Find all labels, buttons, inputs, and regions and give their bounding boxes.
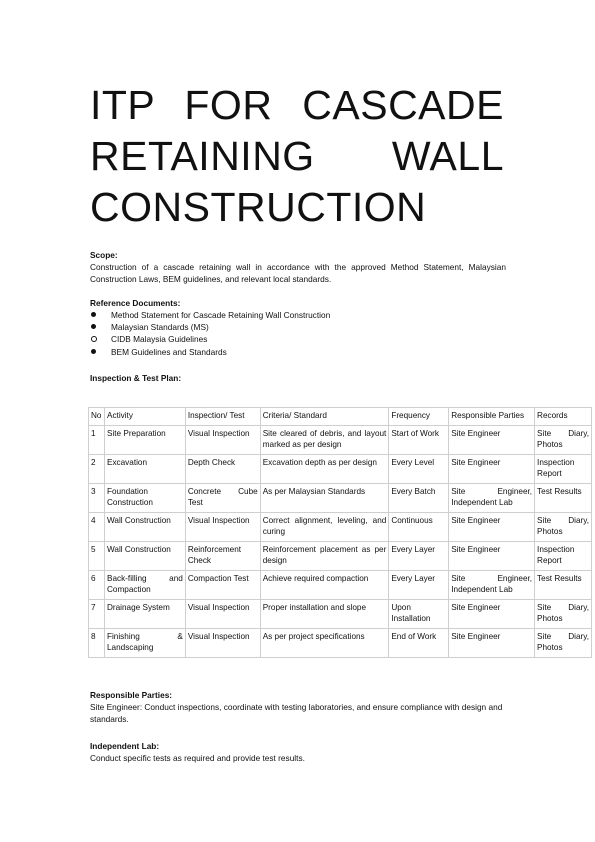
table-cell: Reinforcement Check <box>185 541 260 570</box>
table-cell: End of Work <box>389 628 449 657</box>
table-cell: Compaction Test <box>185 570 260 599</box>
lab-section <box>90 740 506 764</box>
table-cell: 7 <box>89 599 105 628</box>
table-cell: 3 <box>89 483 105 512</box>
table-row <box>89 483 592 512</box>
table-cell: Test Results <box>535 570 592 599</box>
table-cell: As per Malaysian Standards <box>260 483 389 512</box>
table-cell: Site Diary, Photos <box>535 599 592 628</box>
table-cell: Back-filling and Compaction <box>104 570 185 599</box>
table-cell: Visual Inspection <box>185 512 260 541</box>
table-row <box>89 570 592 599</box>
table-cell: Inspection Report <box>535 541 592 570</box>
table-cell: Excavation <box>104 454 185 483</box>
table-cell: Continuous <box>389 512 449 541</box>
table-cell: Wall Construction <box>104 541 185 570</box>
scope-heading: Scope: <box>90 250 118 260</box>
table-cell: Drainage System <box>104 599 185 628</box>
table-cell: Site Diary, Photos <box>535 628 592 657</box>
lab-text: Conduct specific tests as required and provide test results. <box>90 753 305 763</box>
reference-item: BEM Guidelines and Standards <box>90 346 506 358</box>
table-cell: As per project specifications <box>260 628 389 657</box>
table-cell: Foundation Construction <box>104 483 185 512</box>
itp-table <box>88 407 592 658</box>
table-cell: Site Engineer <box>449 512 535 541</box>
table-cell: Achieve required compaction <box>260 570 389 599</box>
responsible-text: Site Engineer: Conduct inspections, coordinate with testing laboratories, and ensure compliance with design and standards. <box>90 702 503 724</box>
title-line-2: RETAINING WALL <box>90 133 504 179</box>
table-cell: Site cleared of debris, and layout marked as per design <box>260 425 389 454</box>
table-cell: Site Diary, Photos <box>535 425 592 454</box>
table-cell: Wall Construction <box>104 512 185 541</box>
table-cell: Visual Inspection <box>185 599 260 628</box>
references-heading: Reference Documents: <box>90 298 181 308</box>
table-cell: 4 <box>89 512 105 541</box>
table-cell: Correct alignment, leveling, and curing <box>260 512 389 541</box>
table-row <box>89 541 592 570</box>
column-header: No <box>89 408 105 426</box>
scope-section <box>90 249 506 285</box>
responsible-section <box>90 689 506 725</box>
table-cell: 8 <box>89 628 105 657</box>
column-header: Frequency <box>389 408 449 426</box>
references-section <box>90 297 506 358</box>
table-cell: Site Engineer <box>449 425 535 454</box>
table-cell: Site Engineer, Independent Lab <box>449 483 535 512</box>
table-cell: Start of Work <box>389 425 449 454</box>
table-cell: 2 <box>89 454 105 483</box>
table-cell: 1 <box>89 425 105 454</box>
table-cell: Depth Check <box>185 454 260 483</box>
table-cell: 6 <box>89 570 105 599</box>
table-cell: Finishing & Landscaping <box>104 628 185 657</box>
table-cell: Visual Inspection <box>185 425 260 454</box>
table-cell: Site Engineer, Independent Lab <box>449 570 535 599</box>
table-row <box>89 454 592 483</box>
title-line-3: CONSTRUCTION <box>90 184 427 230</box>
table-cell: 5 <box>89 541 105 570</box>
table-cell: Test Results <box>535 483 592 512</box>
document-title <box>90 80 504 233</box>
lab-heading: Independent Lab: <box>90 741 160 751</box>
table-cell: Site Engineer <box>449 454 535 483</box>
table-row <box>89 599 592 628</box>
responsible-heading: Responsible Parties: <box>90 690 173 700</box>
table-cell: Every Level <box>389 454 449 483</box>
column-header: Criteria/ Standard <box>260 408 389 426</box>
table-cell: Site Diary, Photos <box>535 512 592 541</box>
itp-heading: Inspection & Test Plan: <box>90 373 182 383</box>
table-cell: Site Engineer <box>449 541 535 570</box>
table-cell: Visual Inspection <box>185 628 260 657</box>
table-cell: Reinforcement placement as per design <box>260 541 389 570</box>
table-cell: Every Batch <box>389 483 449 512</box>
column-header: Records <box>535 408 592 426</box>
table-cell: Site Preparation <box>104 425 185 454</box>
table-row <box>89 628 592 657</box>
itp-section <box>90 372 506 384</box>
column-header: Responsible Parties <box>449 408 535 426</box>
table-cell: Proper installation and slope <box>260 599 389 628</box>
table-cell: Every Layer <box>389 570 449 599</box>
table-cell: Site Engineer <box>449 599 535 628</box>
table-header-row <box>89 408 592 426</box>
table-cell: Inspection Report <box>535 454 592 483</box>
table-cell: Concrete Cube Test <box>185 483 260 512</box>
references-list <box>90 309 506 358</box>
column-header: Inspection/ Test <box>185 408 260 426</box>
reference-item: Malaysian Standards (MS) <box>90 321 506 333</box>
reference-item: Method Statement for Cascade Retaining Wall Construction <box>90 309 506 321</box>
table-row <box>89 512 592 541</box>
table-cell: Upon Installation <box>389 599 449 628</box>
title-line-1: ITP FOR CASCADE <box>90 82 504 128</box>
table-cell: Excavation depth as per design <box>260 454 389 483</box>
scope-text: Construction of a cascade retaining wall in accordance with the approved Method Statement, Malaysian Construction Laws, BEM guidelines, and relevant local standards. <box>90 262 506 284</box>
table-cell: Every Layer <box>389 541 449 570</box>
reference-item: CIDB Malaysia Guidelines <box>90 333 506 345</box>
table-row <box>89 425 592 454</box>
column-header: Activity <box>104 408 185 426</box>
table-cell: Site Engineer <box>449 628 535 657</box>
